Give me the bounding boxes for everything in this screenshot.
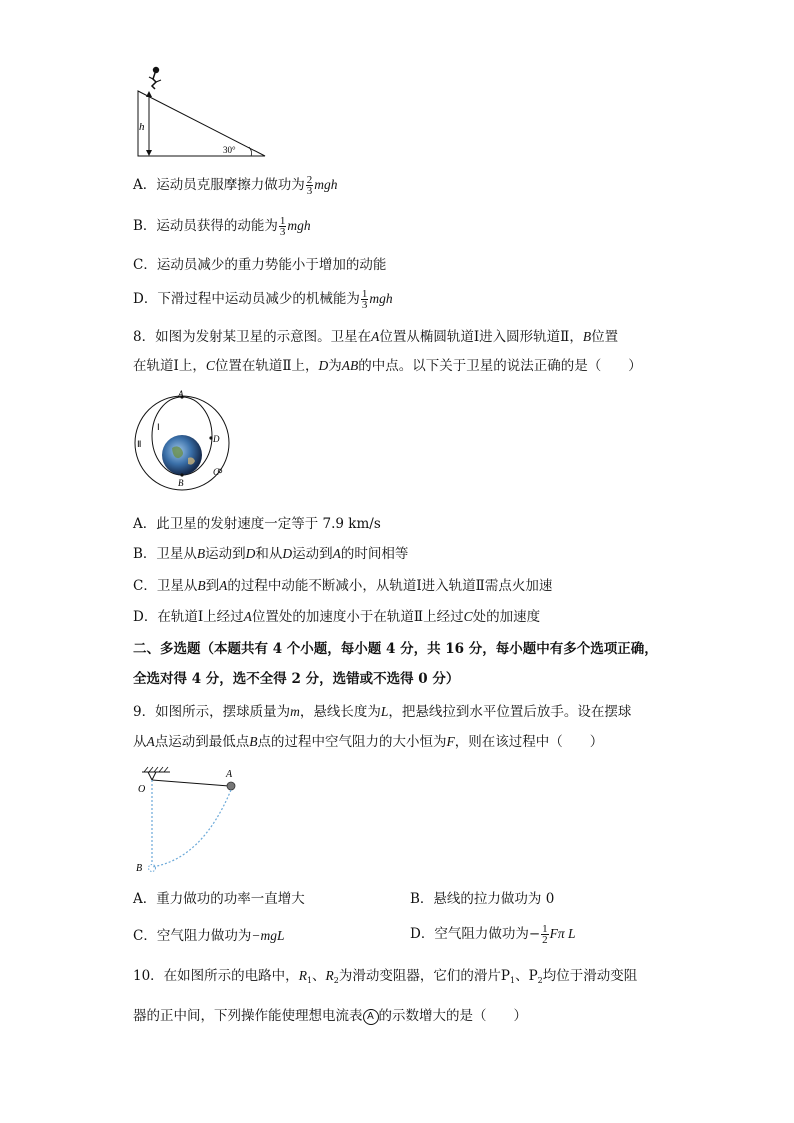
label-orbit-2: Ⅱ <box>137 439 142 449</box>
q9-option-d: D．空气阻力做功为− $\frac{1}{2}$ Fπ L <box>410 923 576 946</box>
q8-stem-line2: 在轨道Ⅰ上，C位置在轨道Ⅱ上，D为AB的中点。以下关于卫星的说法正确的是（ ） <box>133 358 642 374</box>
label-a: A <box>178 389 184 399</box>
q8-option-d: D．在轨道Ⅰ上经过A位置处的加速度小于在轨道Ⅱ上经过C处的加速度 <box>133 609 541 625</box>
q7-option-c: C．运动员减少的重力势能小于增加的动能 <box>133 257 387 273</box>
q7-option-b: B．运动员获得的动能为 $\frac{1}{3}$ mgh <box>133 215 311 238</box>
point-b <box>180 473 183 476</box>
q8-option-c: C．卫星从B到A的过程中动能不断减小，从轨道Ⅰ进入轨道Ⅱ需点火加速 <box>133 578 553 594</box>
incline-figure <box>125 64 275 162</box>
label-a: A <box>226 769 233 780</box>
q8-stem-line1: 8．如图为发射某卫星的示意图。卫星在A位置从椭圆轨道Ⅰ进入圆形轨道Ⅱ，B位置 <box>133 329 619 345</box>
angle-label: 30° <box>223 145 236 155</box>
label-o: O <box>138 784 146 795</box>
string <box>152 780 229 786</box>
q7-option-a: A．运动员克服摩擦力做功为 $\frac{2}{3}$ mgh <box>133 174 338 197</box>
pendulum-figure <box>132 764 244 876</box>
ammeter-icon: A <box>363 1009 379 1025</box>
q8-option-b: B．卫星从B运动到D和从D运动到A的时间相等 <box>133 546 409 562</box>
section-2-heading-line1: 二、多选题（本题共有 4 个小题，每小题 4 分，共 16 分，每小题中有多个选项正确， <box>133 641 658 657</box>
q9-option-b: B．悬线的拉力做功为 0 <box>410 891 555 907</box>
q7-option-d: D．下滑过程中运动员减少的机械能为 $\frac{1}{3}$ mgh <box>133 288 393 311</box>
q10-stem-line1: 10．在如图所示的电路中，$R_1$、$R_2$为滑动变阻器，它们的滑片$P_1$、$P_2$均位于滑动变阻 <box>133 968 638 985</box>
bob <box>227 782 235 790</box>
swing-path <box>152 790 231 867</box>
section-2-heading-line2: 全选对得 4 分，选不全得 2 分，选错或不选得 0 分） <box>133 671 460 687</box>
label-d: D <box>213 434 220 444</box>
label-c: C <box>213 467 220 477</box>
label-b: B <box>178 478 184 488</box>
height-label: h <box>139 121 145 133</box>
orbit-figure <box>130 388 240 498</box>
q9-option-c: C．空气阻力做功为−mgL <box>133 928 285 944</box>
q9-option-a: A．重力做功的功率一直增大 <box>133 891 305 907</box>
label-b: B <box>136 863 143 874</box>
q9-stem-line2: 从A点运动到最低点B点的过程中空气阻力的大小恒为F，则在该过程中（ ） <box>133 734 604 750</box>
q9-stem-line1: 9．如图所示，摆球质量为m，悬线长度为L，把悬线拉到水平位置后放手。设在摆球 <box>133 704 632 720</box>
q10-stem-line2: 器的正中间，下列操作能使理想电流表 A 的示数增大的是（ ） <box>133 1008 527 1024</box>
q8-option-a: A．此卫星的发射速度一定等于 7.9 km/s <box>133 516 381 532</box>
incline-triangle <box>138 91 265 156</box>
label-orbit-1: Ⅰ <box>157 422 160 432</box>
skier-icon <box>149 67 161 89</box>
